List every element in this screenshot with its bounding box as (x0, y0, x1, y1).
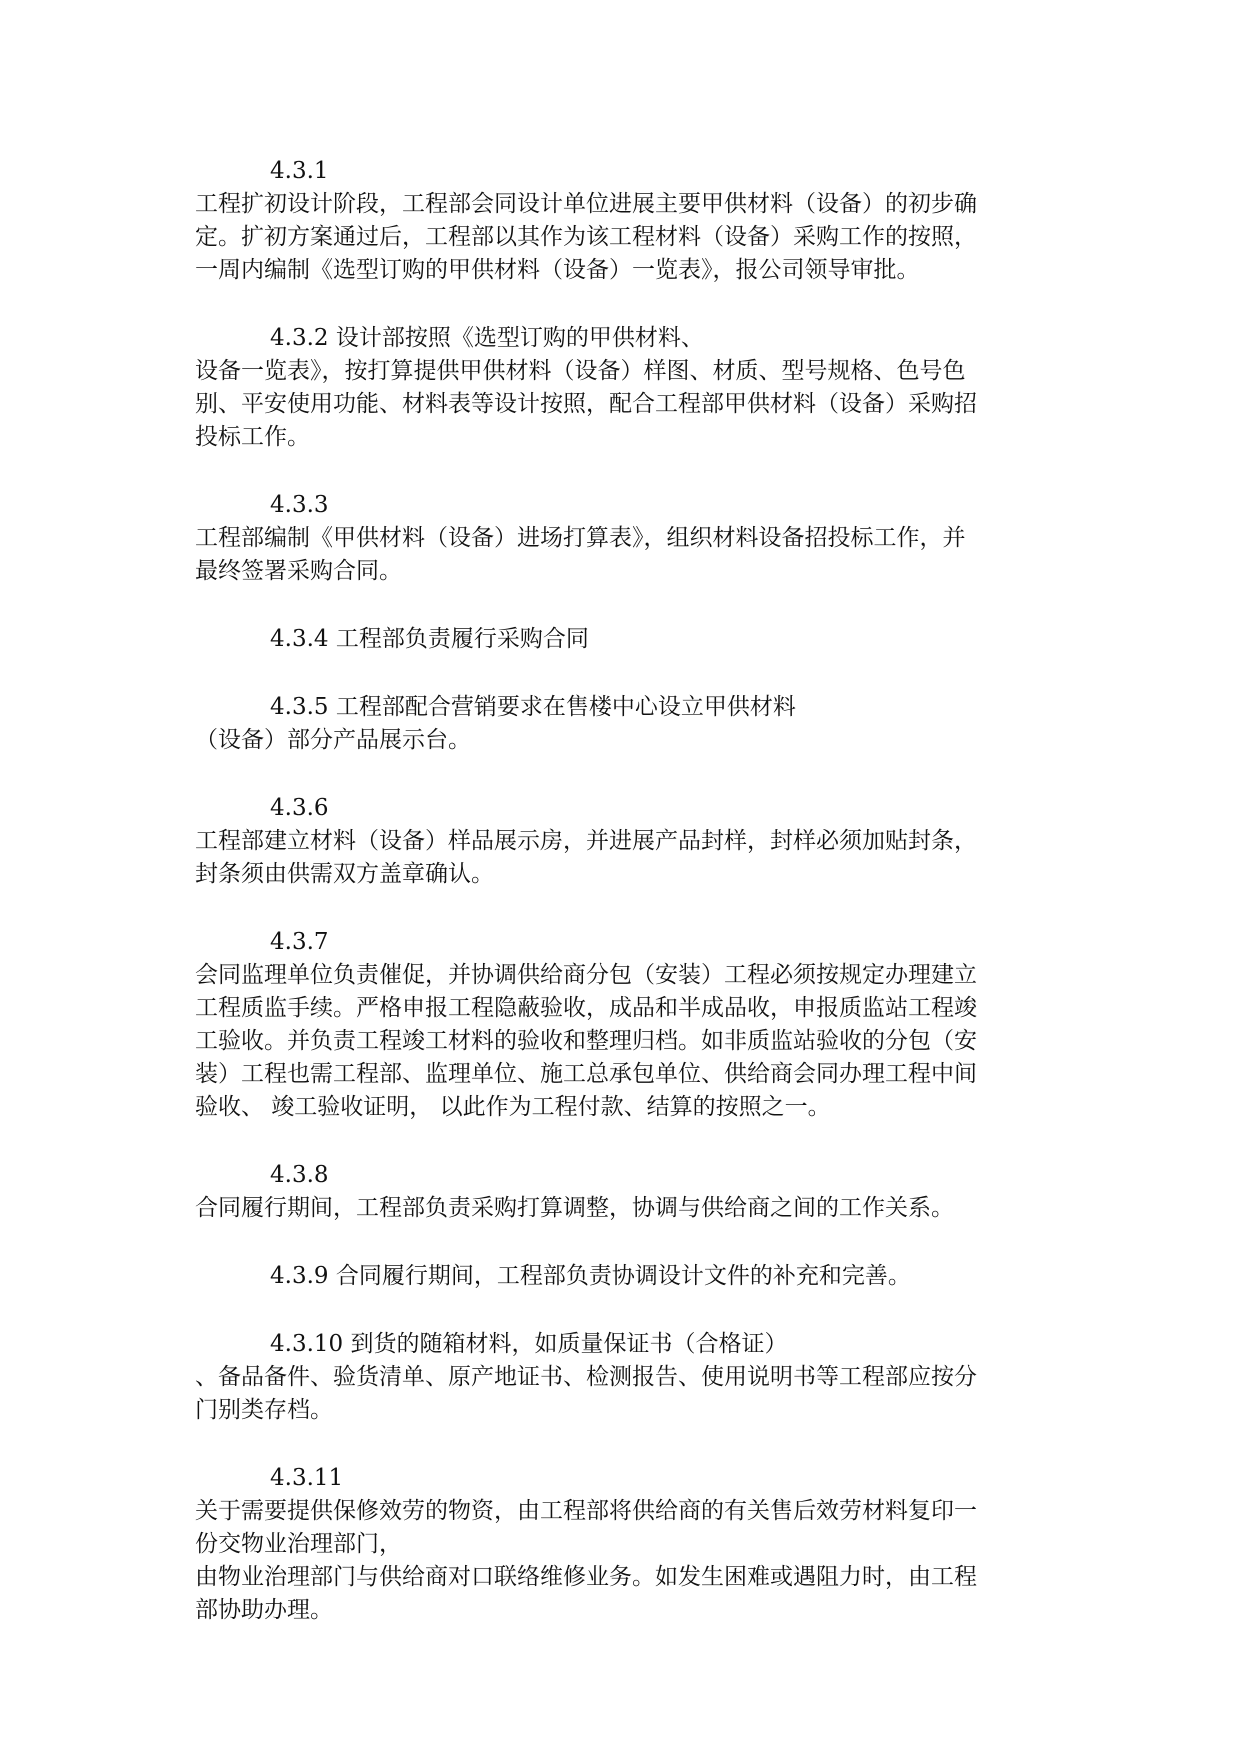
paragraph-line: 工程质监手续。严格申报工程隐蔽验收，成品和半成品收，申报质监站工程竣 (195, 995, 977, 1021)
section-4-3-5 (195, 691, 1055, 757)
section-4-3-9 (195, 1260, 1055, 1293)
section-heading-line: 4.3.11 (270, 1465, 344, 1491)
section-heading-line: 4.3.1 (270, 158, 329, 184)
paragraph-line: 合同履行期间，工程部负责采购打算调整，协调与供给商之间的工作关系。 (195, 1195, 954, 1221)
section-heading-line: 4.3.3 (270, 492, 329, 518)
document-body (195, 155, 1055, 1662)
paragraph-line: 工程部编制《甲供材料（设备）进场打算表》，组织材料设备招投标工作，并 (195, 525, 966, 551)
paragraph-line: 工程部建立材料（设备）样品展示房，并进展产品封样，封样必须加贴封条， (195, 828, 977, 854)
section-heading-line: 4.3.4 工程部负责履行采购合同 (270, 626, 589, 652)
section-heading-line: 4.3.5 工程部配合营销要求在售楼中心设立甲供材料 (270, 694, 796, 720)
paragraph-line: 装）工程也需工程部、监理单位、施工总承包单位、供给商会同办理工程中间 (195, 1061, 977, 1087)
section-4-3-10 (195, 1328, 1055, 1427)
paragraph-line: （设备）部分产品展示台。 (195, 727, 471, 753)
paragraph-line: 封条须由供需双方盖章确认。 (195, 861, 494, 887)
paragraph-line: 定。扩初方案通过后，工程部以其作为该工程材料（设备）采购工作的按照， (195, 224, 977, 250)
paragraph-line: 工程扩初设计阶段，工程部会同设计单位进展主要甲供材料（设备）的初步确 (195, 191, 977, 217)
paragraph-line: 会同监理单位负责催促，并协调供给商分包（安装）工程必须按规定办理建立 (195, 962, 977, 988)
section-4-3-4 (195, 623, 1055, 656)
paragraph-line: 别、平安使用功能、材料表等设计按照，配合工程部甲供材料（设备）采购招 (195, 391, 977, 417)
section-4-3-3 (195, 489, 1055, 588)
paragraph-line: 部协助办理。 (195, 1597, 333, 1623)
section-heading-line: 4.3.7 (270, 929, 329, 955)
paragraph-line: 关于需要提供保修效劳的物资，由工程部将供给商的有关售后效劳材料复印一 (195, 1498, 977, 1524)
paragraph-line: 设备一览表》，按打算提供甲供材料（设备）样图、材质、型号规格、色号色 (195, 358, 966, 384)
paragraph-line: 一周内编制《选型订购的甲供材料（设备）一览表》，报公司领导审批。 (195, 257, 920, 283)
paragraph-line: 工验收。并负责工程竣工材料的验收和整理归档。如非质监站验收的分包（安 (195, 1028, 977, 1054)
section-heading-line: 4.3.9 合同履行期间，工程部负责协调设计文件的补充和完善。 (270, 1263, 911, 1289)
paragraph-line: 最终签署采购合同。 (195, 558, 402, 584)
section-4-3-8 (195, 1159, 1055, 1225)
paragraph-line: 投标工作。 (195, 424, 310, 450)
paragraph-line: 由物业治理部门与供给商对口联络维修业务。如发生困难或遇阻力时，由工程 (195, 1564, 977, 1590)
paragraph-line: 门别类存档。 (195, 1397, 333, 1423)
section-heading-line: 4.3.2 设计部按照《选型订购的甲供材料、 (270, 325, 704, 351)
paragraph-line: 验收、 竣工验收证明， 以此作为工程付款、结算的按照之一。 (195, 1094, 831, 1120)
section-heading-line: 4.3.10 到货的随箱材料，如质量保证书（合格证） (270, 1331, 788, 1357)
section-heading-line: 4.3.8 (270, 1162, 329, 1188)
section-4-3-6 (195, 792, 1055, 891)
section-4-3-1 (195, 155, 1055, 287)
section-4-3-11 (195, 1462, 1055, 1627)
paragraph-line: 、备品备件、验货清单、原产地证书、检测报告、使用说明书等工程部应按分 (195, 1364, 977, 1390)
section-4-3-2 (195, 322, 1055, 454)
section-4-3-7 (195, 926, 1055, 1124)
paragraph-line: 份交物业治理部门， (195, 1531, 402, 1557)
section-heading-line: 4.3.6 (270, 795, 329, 821)
